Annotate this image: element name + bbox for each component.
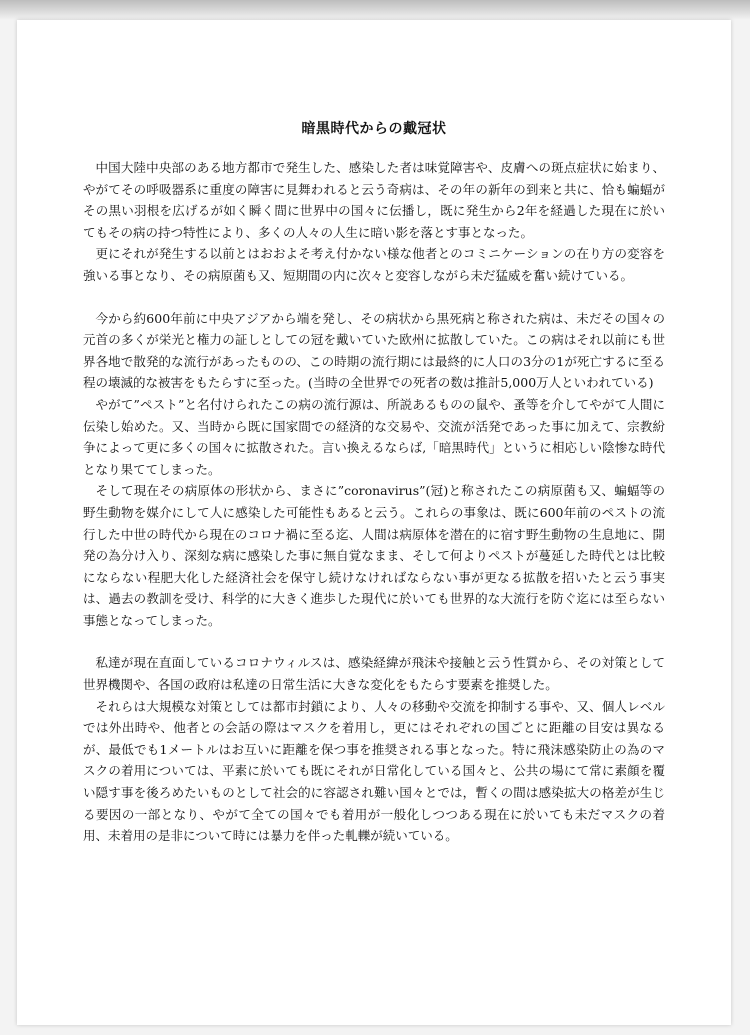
paragraph-gap <box>83 287 665 308</box>
document-page <box>17 20 731 1025</box>
paragraph-4: やがて”ペスト”と名付けられたこの病の流行源は、所説あるものの鼠や、蚤等を介してやがて人間に伝染し始めた。又、当時から既に国家間での経済的な交易や、交流が活発であった事に加えて、宗教紛争によって更に多くの国々に拡散された。言い換えるならば,「暗黒時代」というに相応しい陰惨な時代となり果ててしまった。 <box>83 396 665 477</box>
paragraph-1: 中国大陸中央部のある地方都市で発生した、感染した者は味覚障害や、皮膚への斑点症状に始まり、やがてその呼吸器系に重度の障害に見舞われると云う奇病は、その年の新年の到来と共に、恰も蝙蝠がその黒い羽根を広げるが如く瞬く間に世界中の国々に伝播し，既に発生から2年を経過した現在に於いてもその病の持つ特性により、多くの人々の人生に暗い影を落とす事となった。 <box>83 160 665 240</box>
paragraph-gap <box>83 631 665 652</box>
paragraph-5: そして現在その病原体の形状から、まさに”coronavirus”(冠)と称されたこの病原菌も又、蝙蝠等の野生動物を媒介にして人に感染した可能性もあると云う。これらの事象は、既に600年前のペストの流行した中世の時代から現在のコロナ禍に至る迄、人間は病原体を潜在的に宿す野生動物の生息地に、開発の為分け入り、深刻な病に感染した事に無自覚なまま、そして何よりペストが蔓延した時代とは比較にならない程肥大化した経済社会を保守し続けなければならない事が更なる拡散を招いたと云う事実は、過去の教訓を受け、科学的に大きく進歩した現代に於いても世界的な大流行を防ぐ迄には至らない事態となってしまった。 <box>83 483 665 628</box>
paragraph-7: それらは大規模な対策としては都市封鎖により、人々の移動や交流を抑制する事や、又、個人レベルでは外出時や、他者との会話の際はマスクを着用し，更にはそれぞれの国ごとに距離の目安は異なるが、最低でも1メートルはお互いに距離を保つ事を推奨される事となった。特に飛沫感染防止の為のマスクの着用については、平素に於いても既にそれが日常化している国々と、公共の場にて常に素顔を覆い隠す事を後ろめたいものとして社会的に容認され難い国々とでは，暫くの間は感染拡大の格差が生じる要因の一部となり、やがて全ての国々でも着用が一般化しつつある現在に於いても未だマスクの着用、未着用の是非について時には暴力を伴った軋轢が続いている。 <box>83 698 665 844</box>
paragraph-6: 私達が現在直面しているコロナウィルスは、感染経緯が飛沫や接触と云う性質から、その対策として世界機関や、各国の政府は私達の日常生活に大きな変化をもたらす要素を推奨した。 <box>83 655 665 693</box>
paragraph-2: 更にそれが発生する以前とはおおよそ考え付かない様な他者とのコミニケーションの在り方の変容を強いる事となり、その病原菌も又、短期間の内に次々と変容しながら未だ猛威を奮い続けている。 <box>83 246 665 283</box>
paragraph-3: 今から約600年前に中央アジアから端を発し、その病状から黒死病と称された病は、未だその国々の元首の多くが栄光と権力の証しとしての冠を戴いていた欧州に拡散していた。この病はそれ以前にも世界各地で散発的な流行があったものの、この時期の流行期には最終的に人口の3分の1が死亡するに至る程の壊滅的な被害をもたらすに至った。(当時の全世界での死者の数は推計5,000万人といわれている) <box>83 310 665 391</box>
document-title: 暗黒時代からの戴冠状 <box>301 121 447 137</box>
top-shadow <box>0 0 750 20</box>
